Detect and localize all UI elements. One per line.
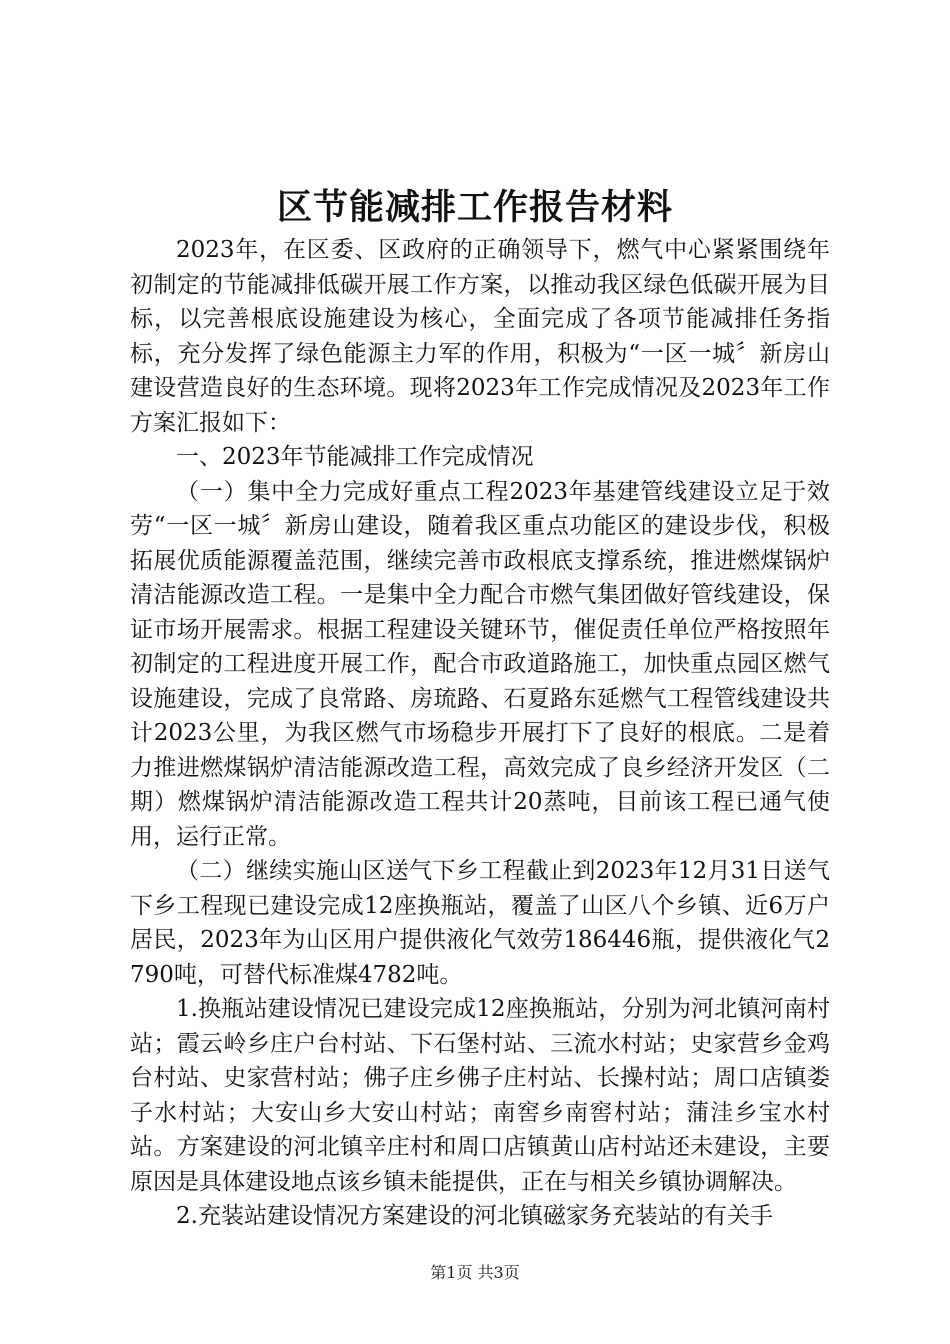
page-footer: 第1页 共3页 [430, 1263, 520, 1282]
paragraph-key-projects: （一）集中全力完成好重点工程2023年基建管线建设立足于效劳“一区一城〞新房山建设，随着我区重点功能区的建设步伐，积极拓展优质能源覆盖范围，继续完善市政根底支撑系统，推进燃煤锅炉清洁能源改造工程。一是集中全力配合市燃气集团做好管线建设，保证市场开展需求。根据工程建设关键环节，催促责任单位严格按照年初制定的工程进度开展工作，配合市政道路施工，加快重点园区燃气设施建设，完成了良常路、房琉路、石夏路东延燃气工程管线建设共计2023公里，为我区燃气市场稳步开展打下了良好的根底。二是着力推进燃煤锅炉清洁能源改造工程，高效完成了良乡经济开发区（二期）燃煤锅炉清洁能源改造工程共计20蒸吨，目前该工程已通气使用，运行正常。 [130, 478, 830, 850]
paragraph-gas-to-villages: （二）继续实施山区送气下乡工程截止到2023年12月31日送气下乡工程现已建设完成12座换瓶站，覆盖了山区八个乡镇、近6万户居民，2023年为山区用户提供液化气效劳186446瓶，提供液化气2790吨，可替代标准煤4782吨。 [130, 858, 830, 988]
paragraph-intro: 2023年，在区委、区政府的正确领导下，燃气中心紧紧围绕年初制定的节能减排低碳开展工作方案，以推动我区绿色低碳开展为目标，以完善根底设施建设为核心，全面完成了各项节能减排任务指标，充分发挥了绿色能源主力军的作用，积极为“一区一城〞新房山建设营造良好的生态环境。现将2023年工作完成情况及2023年工作方案汇报如下： [130, 237, 830, 436]
page-title: 区节能减排工作报告材料 [276, 187, 673, 228]
paragraph-filling-station: 2.充装站建设情况方案建设的河北镇磁家务充装站的有关手 [176, 1203, 773, 1229]
paragraph-exchange-stations: 1.换瓶站建设情况已建设完成12座换瓶站，分别为河北镇河南村站；霞云岭乡庄户台村站、下石堡村站、三流水村站；史家营乡金鸡台村站、史家营村站；佛子庄乡佛子庄村站、长操村站；周口店镇娄子水村站；大安山乡大安山村站；南窖乡南窖村站；蒲洼乡宝水村站。方案建设的河北镇辛庄村和周口店镇黄山店村站还未建设，主要原因是具体建设地点该乡镇未能提供，正在与相关乡镇协调解决。 [130, 996, 830, 1195]
document-body [130, 233, 830, 1243]
section-heading: 一、2023年节能减排工作完成情况 [176, 444, 534, 470]
